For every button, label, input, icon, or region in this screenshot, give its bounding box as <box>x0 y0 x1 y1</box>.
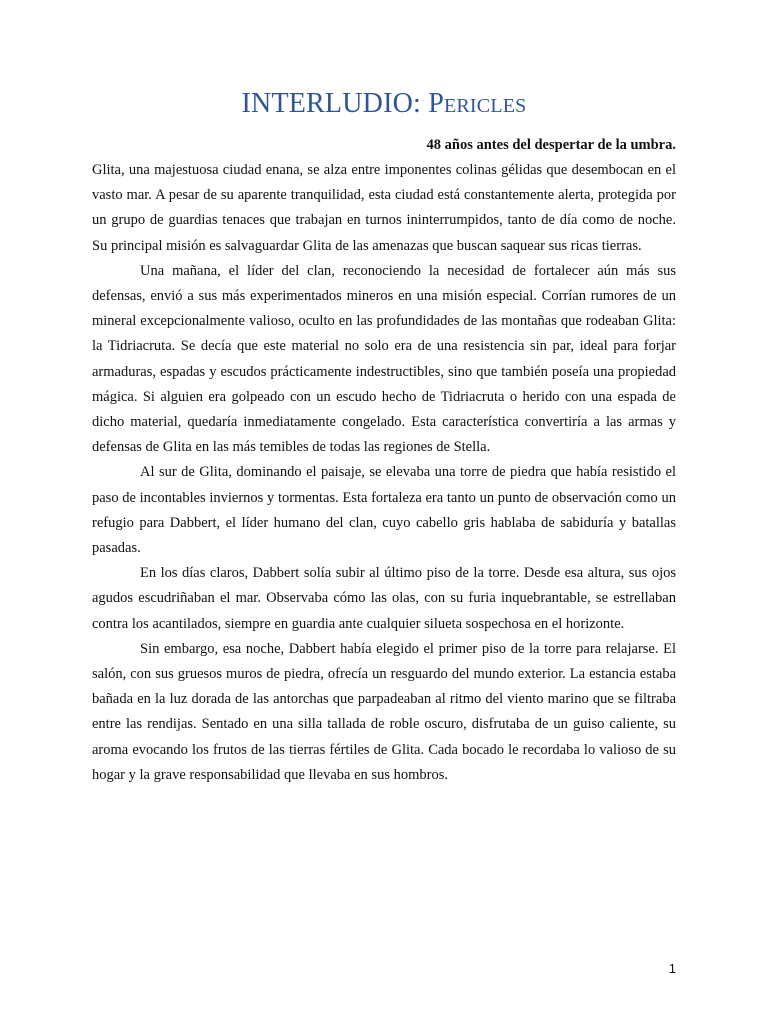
chapter-title <box>0 86 768 122</box>
chapter-body <box>92 158 676 788</box>
paragraph-1: Glita, una majestuosa ciudad enana, se alza entre imponentes colinas gélidas que desembocan en el vasto mar. A pesar de su aparente tranquilidad, esta ciudad está constantemente alerta, protegida por un grupo de guardias tenaces que trabajan en turnos ininterrumpidos, tanto de día como de noche. Su principal misión es salvaguardar Glita de las amenazas que buscan saquear sus ricas tierras. <box>92 162 676 254</box>
chapter-title-name: Pericles <box>428 88 527 119</box>
paragraph-2: Una mañana, el líder del clan, reconociendo la necesidad de fortalecer aún más sus defensas, envió a sus más experimentados mineros en una misión especial. Corrían rumores de un mineral excepcionalmente valioso, oculto en las profundidades de las montañas que rodeaban Glita: la Tidriacruta. Se decía que este material no solo era de una resistencia sin par, ideal para forjar armaduras, espadas y escudos prácticamente indestructibles, sino que también poseía una propiedad mágica. Si alguien era golpeado con un escudo hecho de Tidriacruta o herido con una espada de dicho material, quedaría inmediatamente congelado. Esta característica convertiría a las armas y defensas de Glita en las más temibles de todas las regiones de Stella. <box>92 262 676 456</box>
paragraph-3: Al sur de Glita, dominando el paisaje, se elevaba una torre de piedra que había resistido el paso de incontables inviernos y tormentas. Esta fortaleza era tanto un punto de observación como un refugio para Dabbert, el líder humano del clan, cuyo cabello gris hablaba de sabiduría y batallas pasadas. <box>92 464 676 557</box>
chapter-title-prefix: INTERLUDIO: <box>241 88 429 119</box>
epigraph: 48 años antes del despertar de la umbra. <box>426 137 676 153</box>
page-number: 1 <box>668 961 676 976</box>
paragraph-4: En los días claros, Dabbert solía subir al último piso de la torre. Desde esa altura, sus ojos agudos escudriñaban el mar. Observaba cómo las olas, con su furia inquebrantable, se estrellaban contra los acantilados, siempre en guardia ante cualquier silueta sospechosa en el horizonte. <box>92 565 676 632</box>
paragraph-5: Sin embargo, esa noche, Dabbert había elegido el primer piso de la torre para relajarse. El salón, con sus gruesos muros de piedra, ofrecía un resguardo del mundo exterior. La estancia estaba bañada en la luz dorada de las antorchas que parpadeaban al ritmo del viento marino que se filtraba entre las rendijas. Sentado en una silla tallada de roble oscuro, disfrutaba de un guiso caliente, su aroma evocando los frutos de las tierras fértiles de Glita. Cada bocado le recordaba lo valioso de su hogar y la grave responsabilidad que llevaba en sus hombros. <box>92 640 676 783</box>
